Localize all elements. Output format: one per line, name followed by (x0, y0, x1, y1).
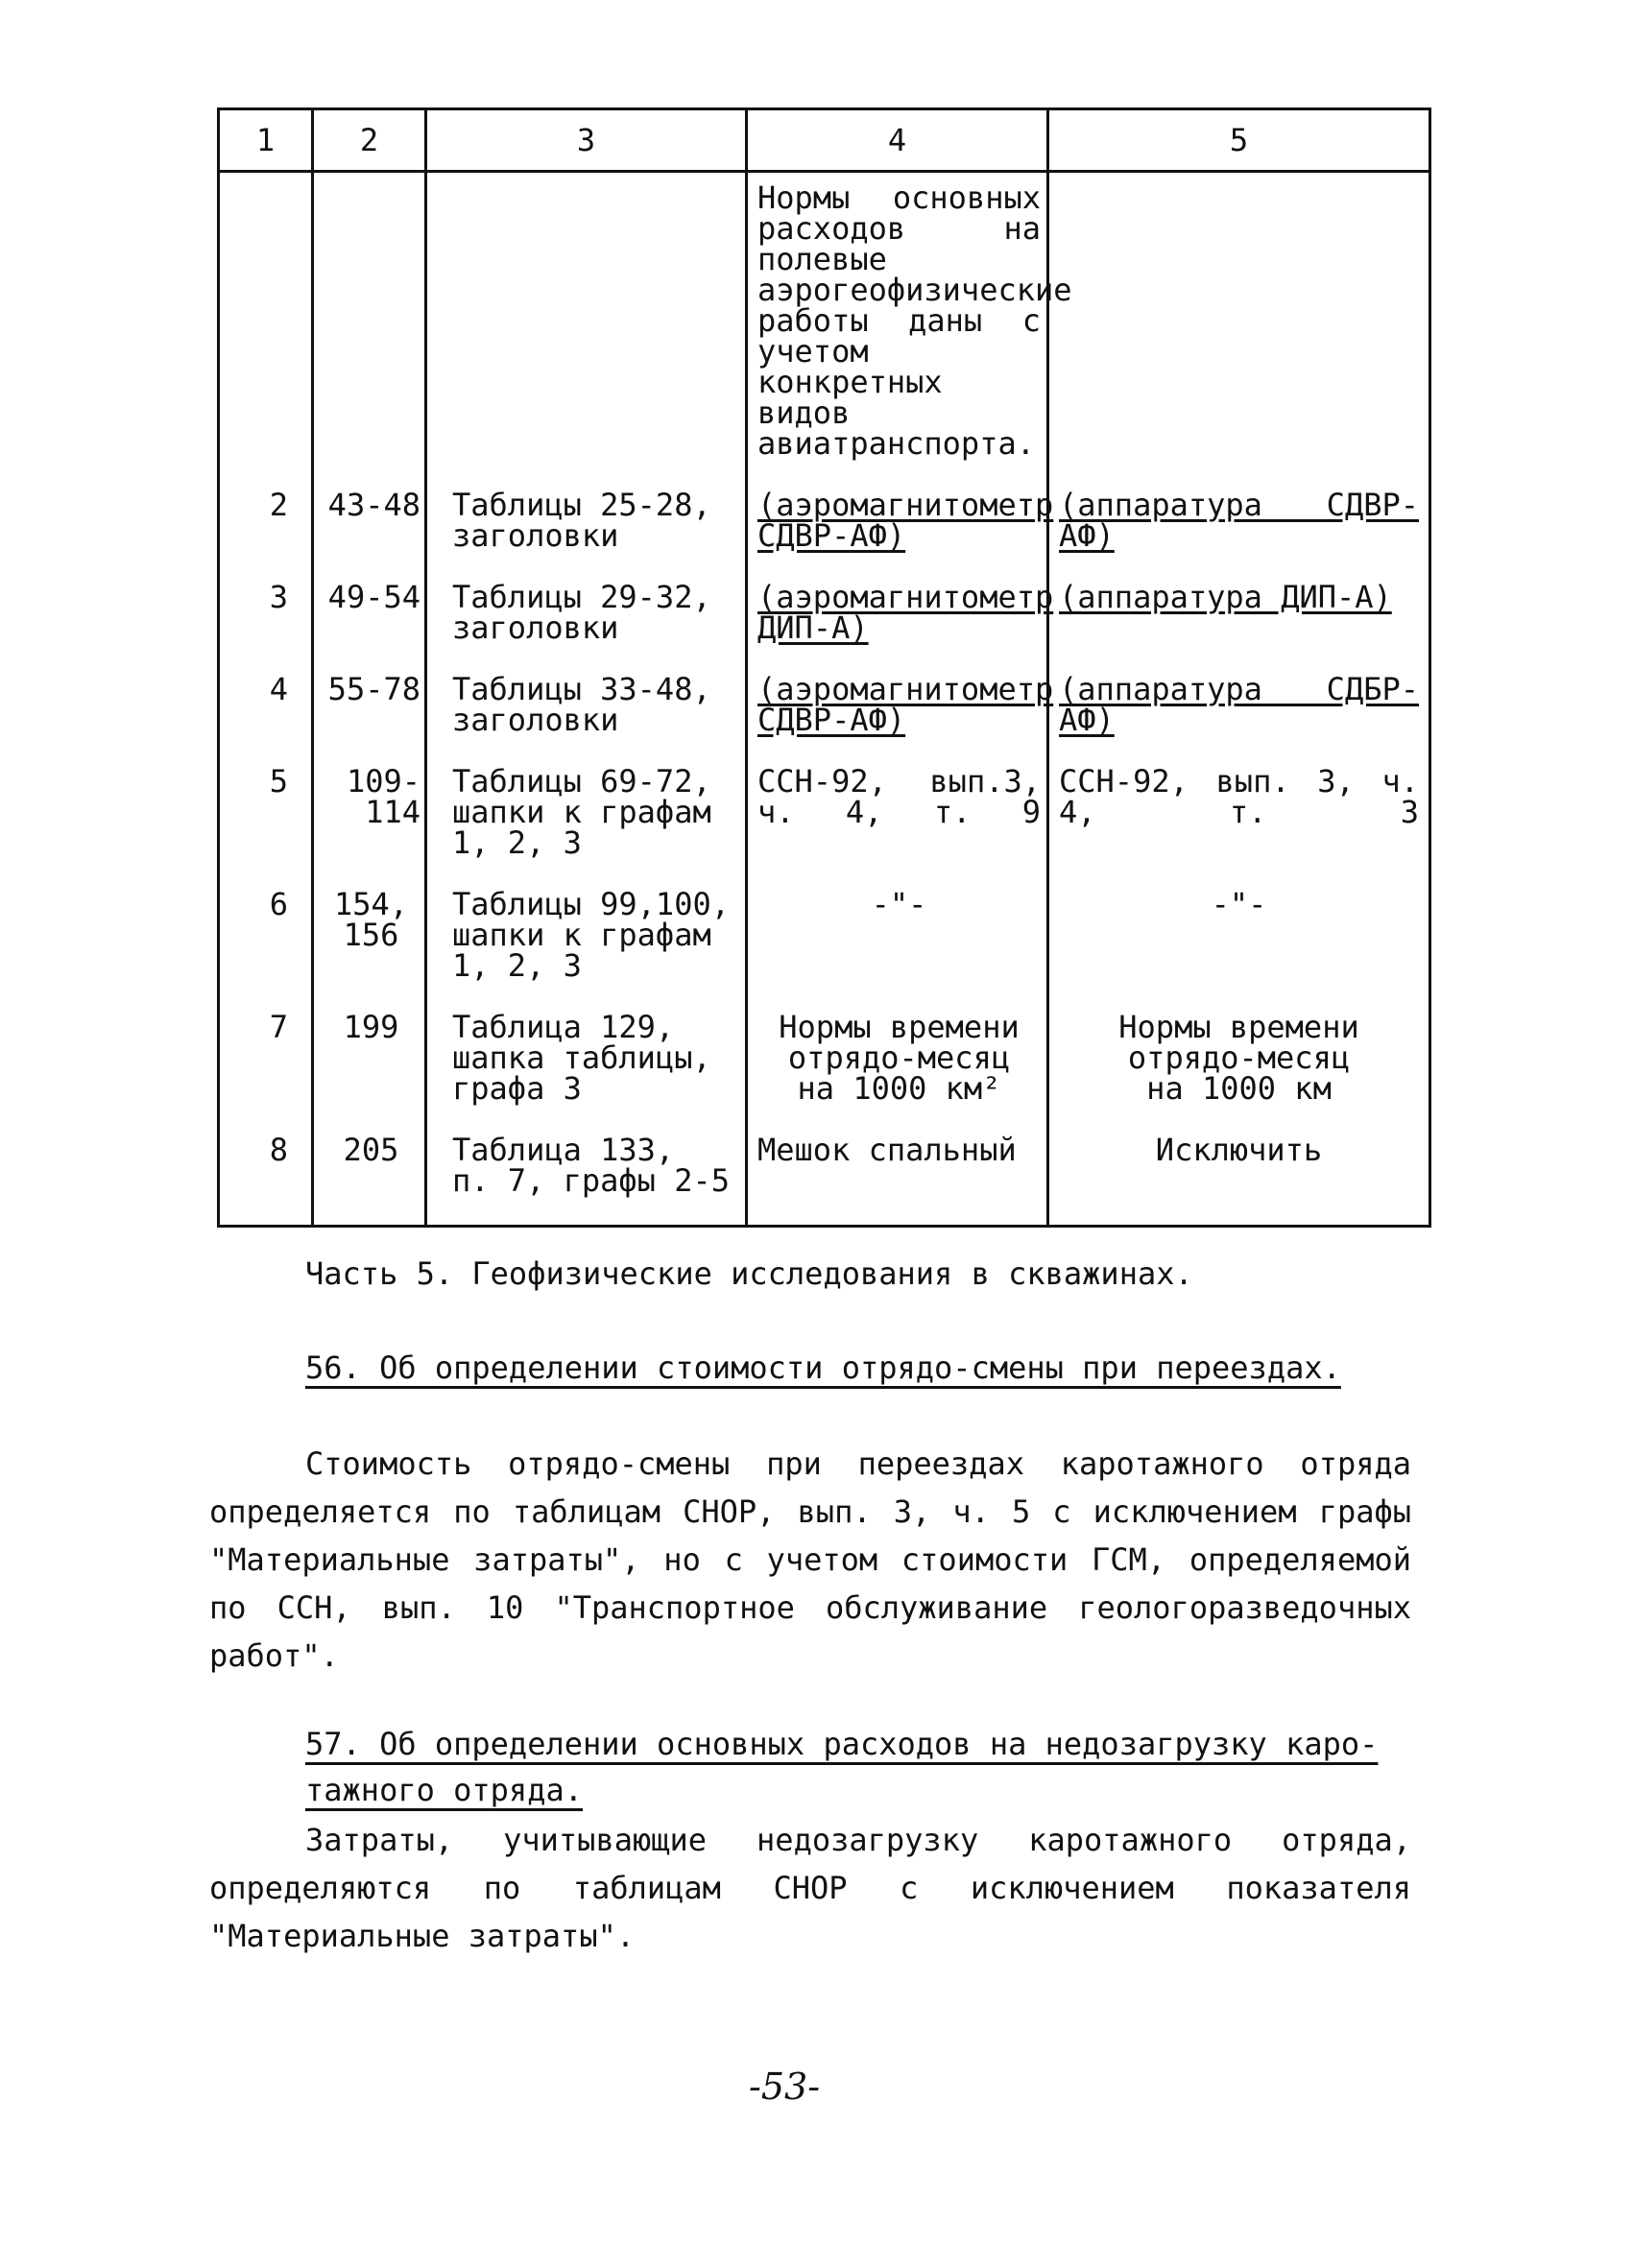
row-reference: Таблица 133, п. 7, графы 2-5 (426, 1131, 747, 1227)
row-new-text: Исключить (1048, 1131, 1430, 1227)
row-old-text: -"- (747, 885, 1048, 1008)
table-row (219, 486, 1430, 578)
row-number: 7 (219, 1008, 313, 1131)
section-57-heading-line-1: 57. Об определении основных расходов на недозагрузку каро- (305, 1726, 1379, 1762)
table-row (219, 885, 1430, 1008)
row-old-text: Нормы времени отрядо-месяц на 1000 км² (747, 1008, 1048, 1131)
page-number: -53- (749, 2065, 821, 2108)
row-number: 4 (219, 670, 313, 762)
row-pages: 205 (313, 1131, 426, 1227)
part-title: Часть 5. Геофизические исследования в скважинах. (305, 1255, 1193, 1292)
section-56-heading: 56. Об определении стоимости отрядо-смены при переездах. (305, 1349, 1341, 1386)
row-old-text (747, 578, 1054, 670)
row-reference: Таблицы 69-72, шапки к графам 1, 2, 3 (426, 762, 747, 885)
row-reference: Таблицы 29-32, заголовки (426, 578, 747, 670)
row-new-text: Нормы времени отрядо-месяц на 1000 км (1048, 1008, 1430, 1131)
row-old-text-value: (аэромагнитометр СДВР-АФ) (757, 671, 1054, 738)
header-col-3: 3 (426, 109, 747, 172)
intro-note: Нормы основных расходов на полевые аэрогеофизические работы даны с учетом конкретных видов авиатранспорта. (747, 172, 1048, 487)
row-old-text-value: (аэромагнитометр ДИП-А) (757, 579, 1054, 646)
row-reference: Таблицы 25-28, заголовки (426, 486, 747, 578)
row-pages: 109- 114 (313, 762, 426, 885)
table-row (219, 1131, 1430, 1227)
row-reference: Таблицы 99,100, шапки к графам 1, 2, 3 (426, 885, 747, 1008)
table-row (219, 762, 1430, 885)
row-pages: 55-78 (313, 670, 426, 762)
row-reference: Таблица 129, шапка таблицы, графа 3 (426, 1008, 747, 1131)
table-header-row (219, 109, 1430, 172)
table-row-intro (219, 172, 1430, 487)
header-col-2: 2 (313, 109, 426, 172)
header-col-1: 1 (219, 109, 313, 172)
row-pages: 49-54 (313, 578, 426, 670)
row-number: 5 (219, 762, 313, 885)
row-new-text: -"- (1048, 885, 1430, 1008)
table-row (219, 1008, 1430, 1131)
section-57-heading-line-2: тажного отряда. (305, 1772, 583, 1808)
row-new-text: ССН-92, вып. 3, ч. 4, т. 3 (1048, 762, 1430, 885)
row-new-text (1048, 578, 1430, 670)
row-new-text-value: (аппаратура ДИП-А) (1059, 579, 1392, 615)
row-pages: 43-48 (313, 486, 426, 578)
row-old-text (747, 486, 1054, 578)
row-pages: 154, 156 (313, 885, 426, 1008)
header-col-5: 5 (1048, 109, 1430, 172)
row-new-text (1048, 486, 1430, 578)
row-number: 8 (219, 1131, 313, 1227)
table-row (219, 578, 1430, 670)
row-number: 3 (219, 578, 313, 670)
row-new-text-value: (аппаратура СДВР-АФ) (1059, 487, 1419, 554)
row-number: 2 (219, 486, 313, 578)
row-pages: 199 (313, 1008, 426, 1131)
row-new-text (1048, 670, 1430, 762)
row-old-text (747, 670, 1054, 762)
section-56-paragraph: Стоимость отрядо-смены при переездах каротажного отряда определяется по таблицам СНОР, вып. 3, ч. 5 с исключением графы "Материальные затраты", но с учетом стоимости ГСМ, определяемой по ССН, вып. 10 "Транспортное обслуживание геологоразведочных работ". (209, 1445, 1411, 1674)
header-col-4: 4 (747, 109, 1048, 172)
row-old-text-value: (аэромагнитометр СДВР-АФ) (757, 487, 1054, 554)
section-57-paragraph: Затраты, учитывающие недозагрузку каротажного отряда, определяются по таблицам СНОР с исключением показателя "Материальные затраты". (209, 1822, 1411, 1954)
row-number: 6 (219, 885, 313, 1008)
corrections-table (217, 107, 1431, 1228)
row-old-text: ССН-92, вып.3, ч. 4, т. 9 (747, 762, 1048, 885)
row-old-text: Мешок спальный (747, 1131, 1048, 1227)
row-reference: Таблицы 33-48, заголовки (426, 670, 747, 762)
table-row (219, 670, 1430, 762)
row-new-text-value: (аппаратура СДБР-АФ) (1059, 671, 1419, 738)
